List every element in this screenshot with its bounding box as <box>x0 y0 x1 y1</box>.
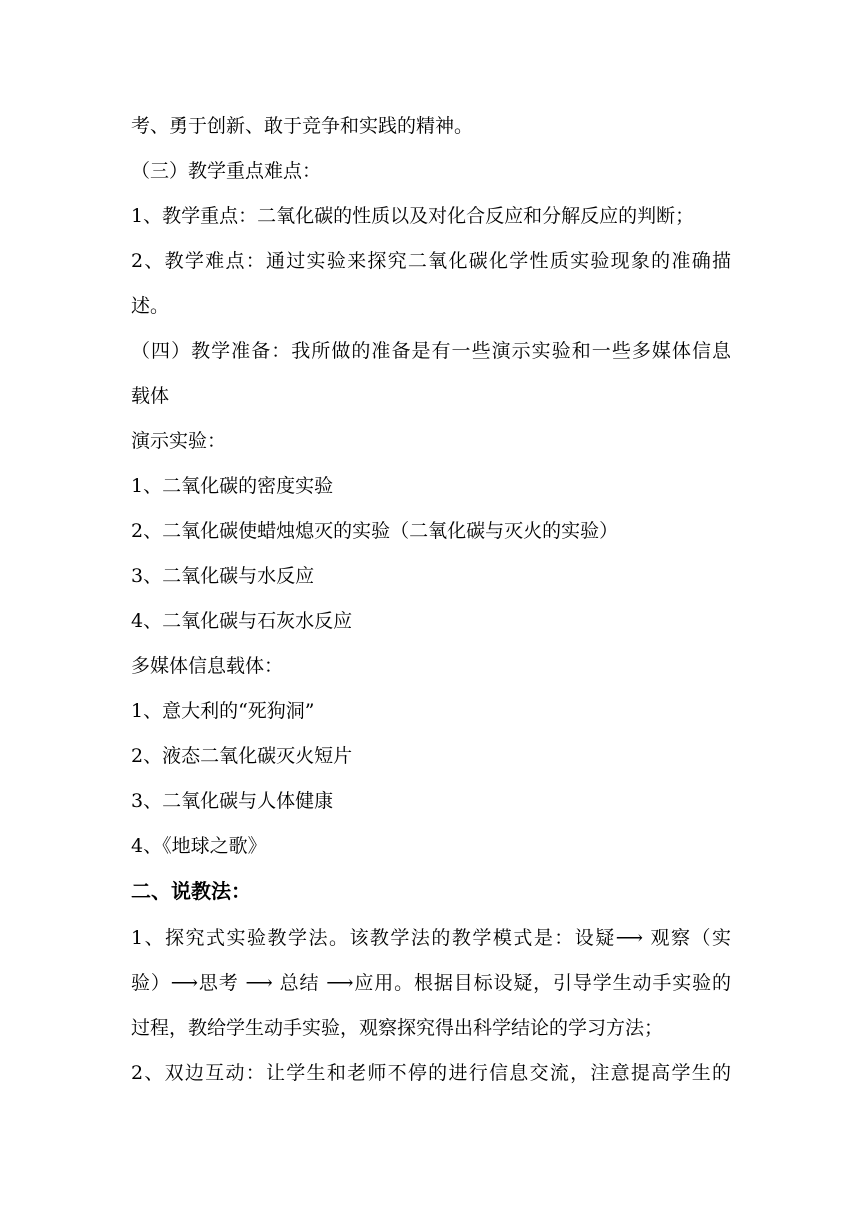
list-item: 1、二氧化碳的密度实验 <box>131 475 334 497</box>
text-line: 2、双边互动：让学生和老师不停的进行信息交流，注意提高学生的 <box>131 1062 731 1084</box>
list-item: 3、二氧化碳与人体健康 <box>131 790 334 812</box>
section-subheading: （三）教学重点难点： <box>131 160 322 182</box>
list-item: 4、二氧化碳与石灰水反应 <box>131 610 353 632</box>
text-line: 载体 <box>131 385 170 407</box>
section-subheading: （四）教学准备：我所做的准备是有一些演示实验和一些多媒体信息 <box>131 340 731 362</box>
text-line: 考、勇于创新、敢于竞争和实践的精神。 <box>131 115 474 137</box>
text-line: 2、教学难点：通过实验来探究二氧化碳化学性质实验现象的准确描 <box>131 250 731 272</box>
text-line: 多媒体信息载体： <box>131 655 284 677</box>
list-item: 4、《地球之歌》 <box>131 835 267 857</box>
text-line: 演示实验： <box>131 430 227 452</box>
list-item: 1、意大利的“死狗洞” <box>131 700 315 722</box>
section-heading: 二、说教法： <box>131 879 251 903</box>
text-line: 过程，教给学生动手实验，观察探究得出科学结论的学习方法； <box>131 1017 664 1039</box>
list-item: 2、液态二氧化碳灭火短片 <box>131 745 353 767</box>
list-item: 2、二氧化碳使蜡烛熄灭的实验（二氧化碳与灭火的实验） <box>131 520 619 542</box>
text-line: 验）⟶思考 ⟶ 总结 ⟶应用。根据目标设疑，引导学生动手实验的 <box>131 972 731 994</box>
text-line: 1、探究式实验教学法。该教学法的教学模式是：设疑⟶ 观察（实 <box>131 927 731 949</box>
text-line: 1、教学重点：二氧化碳的性质以及对化合反应和分解反应的判断； <box>131 205 695 227</box>
text-line: 述。 <box>131 295 170 317</box>
list-item: 3、二氧化碳与水反应 <box>131 565 315 587</box>
